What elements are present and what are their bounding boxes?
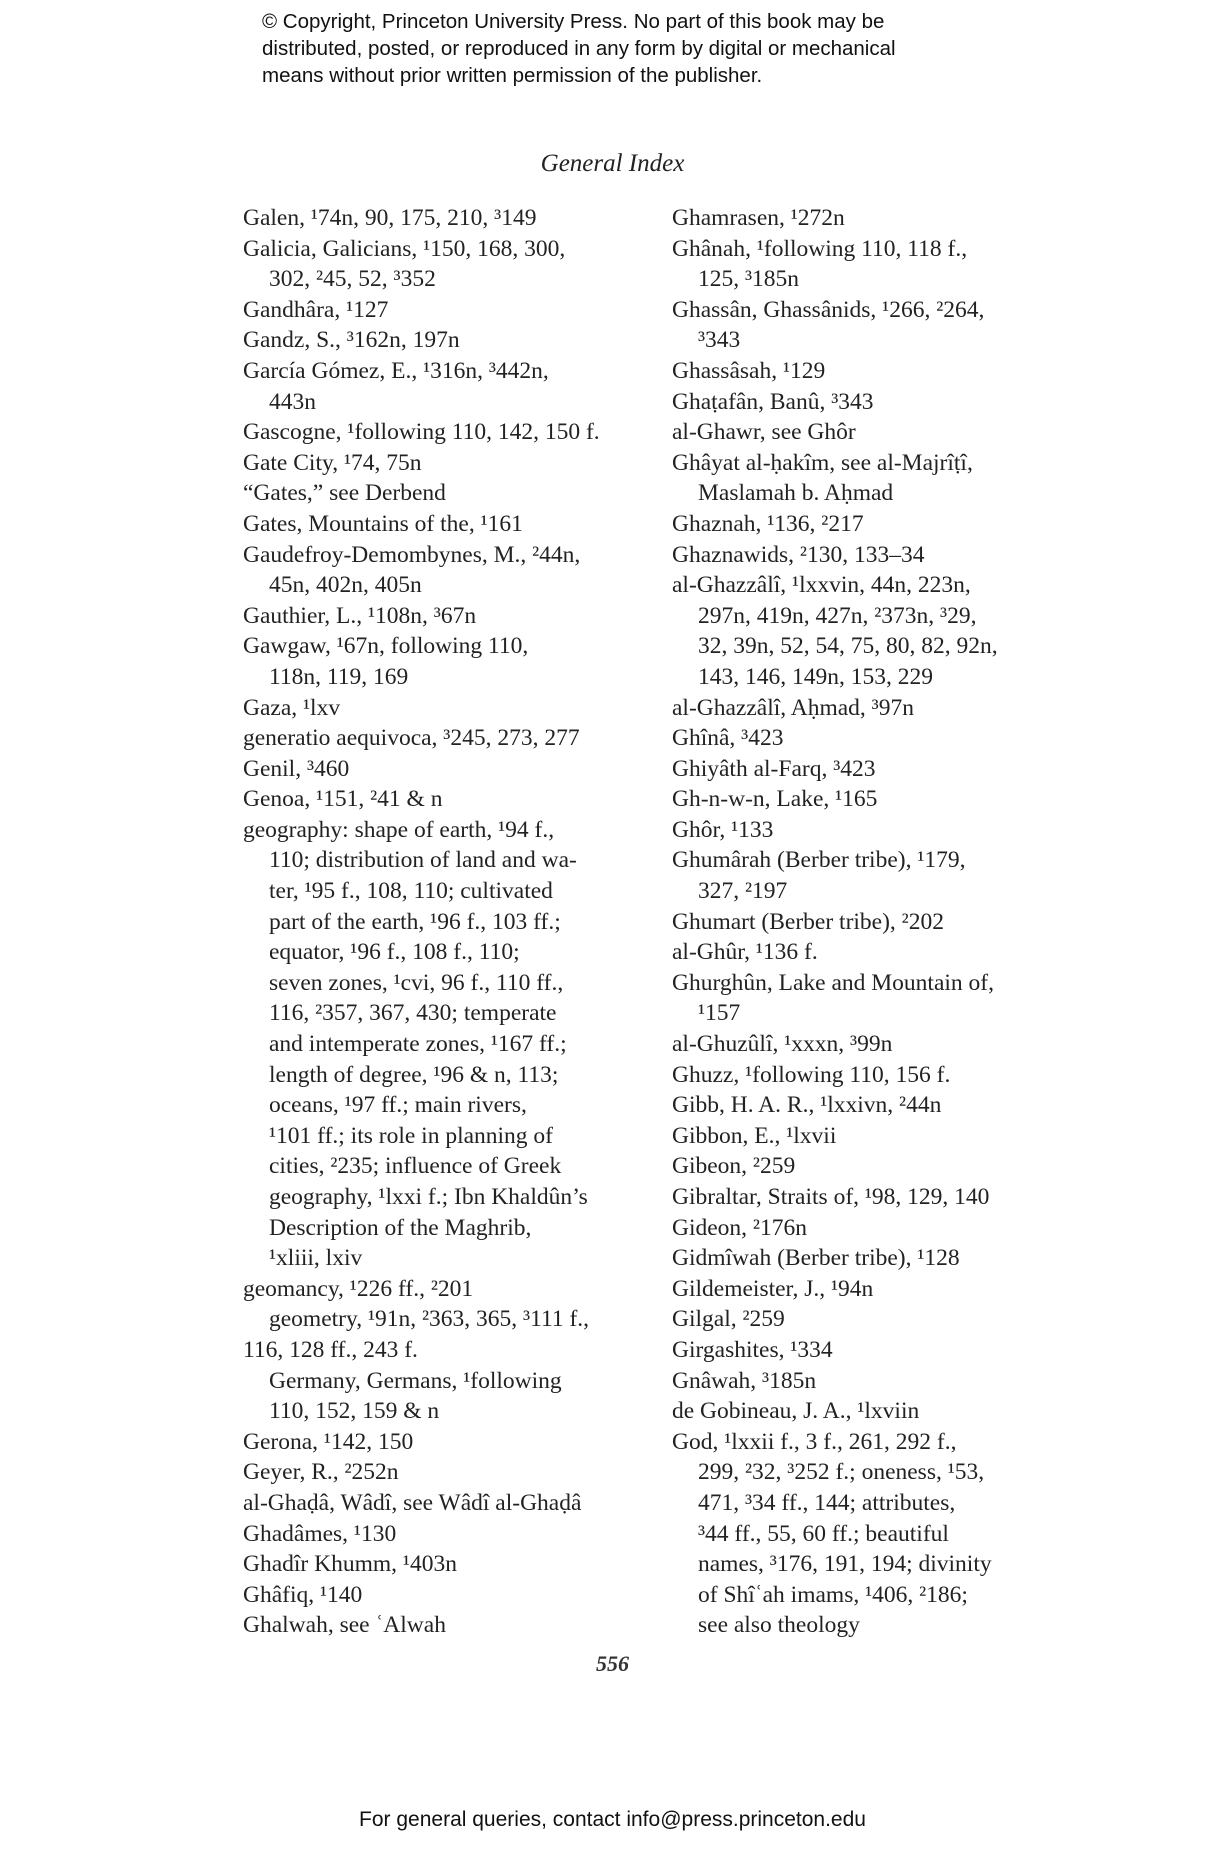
- index-entry-line: 302, ²45, 52, ³352: [269, 266, 436, 293]
- index-entry-line: Ghurghûn, Lake and Mountain of,: [672, 969, 994, 996]
- index-entry-line: Genoa, ¹151, ²41 & n: [243, 786, 443, 813]
- index-entry-line: Ghumârah (Berber tribe), ¹179,: [672, 847, 966, 874]
- index-entry-line: oceans, ¹97 ff.; main rivers,: [269, 1092, 527, 1119]
- index-entry-line: Gauthier, L., ¹108n, ³67n: [243, 602, 477, 629]
- index-entry-line: Ghânah, ¹following 110, 118 f.,: [672, 235, 968, 262]
- index-entry-line: geography, ¹lxxi f.; Ibn Khaldûn’s: [269, 1184, 588, 1210]
- index-entry-line: Gilgal, ²259: [672, 1306, 785, 1333]
- index-entry-line: Ghuzz, ¹following 110, 156 f.: [672, 1061, 951, 1088]
- index-entry-line: Ghaṭafân, Banû, ³343: [672, 388, 874, 415]
- copyright-line: distributed, posted, or reproduced in any form by digital or mechanical: [262, 37, 896, 60]
- index-entry-line: geometry, ¹91n, ²363, 365, ³111 f.,: [269, 1306, 590, 1333]
- index-entry-line: ³44 ff., 55, 60 ff.; beautiful: [698, 1520, 949, 1547]
- index-entry-line: 45n, 402n, 405n: [269, 572, 422, 599]
- index-entry-line: Ghadâmes, ¹130: [243, 1520, 397, 1547]
- index-entry-line: ¹157: [698, 1000, 741, 1027]
- index-entry-line: Gideon, ²176n: [672, 1214, 807, 1241]
- index-entry-line: al-Ghaḍâ, Wâdî, see Wâdî al-Ghaḍâ: [243, 1489, 582, 1516]
- index-entry-line: al-Ghuzûlî, ¹xxxn, ³99n: [672, 1031, 893, 1058]
- index-entry-line: 143, 146, 149n, 153, 229: [698, 663, 933, 690]
- page-number: 556: [596, 1651, 629, 1676]
- index-entry-line: Ghiyâth al-Farq, ³423: [672, 755, 876, 782]
- index-entry-line: seven zones, ¹cvi, 96 f., 110 ff.,: [269, 969, 564, 996]
- copyright-notice: [262, 8, 1022, 89]
- index-entry-line: 443n: [269, 388, 316, 415]
- index-entry-line: al-Ghûr, ¹136 f.: [672, 939, 818, 966]
- index-entry-line: Maslamah b. Aḥmad: [698, 480, 894, 507]
- index-entry-line: Ghumart (Berber tribe), ²202: [672, 908, 944, 935]
- index-entry-line: ¹xliii, lxiv: [269, 1245, 363, 1272]
- footer-contact: For general queries, contact info@press.princeton.edu: [359, 1808, 866, 1831]
- index-entry-line: 116, 128 ff., 243 f.: [243, 1336, 418, 1363]
- index-entry-line: Gaza, ¹lxv: [243, 694, 341, 721]
- index-entry-line: Gerona, ¹142, 150: [243, 1428, 414, 1455]
- index-entry-line: Ghadîr Khumm, ¹403n: [243, 1551, 457, 1578]
- index-entry-line: Gawgaw, ¹67n, following 110,: [243, 633, 529, 660]
- index-entry-line: 299, ²32, ³252 f.; oneness, ¹53,: [698, 1459, 985, 1486]
- index-entry-line: Gibbon, E., ¹lxvii: [672, 1122, 837, 1149]
- index-entry-line: Gildemeister, J., ¹94n: [672, 1275, 874, 1302]
- index-entry-line: 327, ²197: [698, 878, 788, 905]
- index-entry-line: 471, ³34 ff., 144; attributes,: [698, 1489, 956, 1516]
- index-entry-line: Ghassâsah, ¹129: [672, 357, 826, 384]
- index-entry-line: of Shîʿah imams, ¹406, ²186;: [698, 1581, 968, 1608]
- index-entry-line: geomancy, ¹226 ff., ²201: [243, 1275, 474, 1302]
- index-entry-line: 32, 39n, 52, 54, 75, 80, 82, 92n,: [698, 633, 998, 660]
- index-entry-line: ³343: [698, 327, 741, 354]
- index-entry-line: Gibraltar, Straits of, ¹98, 129, 140: [672, 1184, 990, 1210]
- index-entry-line: generatio aequivoca, ³245, 273, 277: [243, 725, 580, 752]
- index-entry-line: al-Ghazzâlî, ¹lxxvin, 44n, 223n,: [672, 572, 971, 599]
- index-entry-line: God, ¹lxxii f., 3 f., 261, 292 f.,: [672, 1428, 957, 1455]
- index-entry-line: part of the earth, ¹96 f., 103 ff.;: [269, 908, 561, 935]
- index-entry-line: Galen, ¹74n, 90, 175, 210, ³149: [243, 205, 537, 231]
- index-entry-line: 110; distribution of land and wa-: [269, 847, 577, 874]
- index-entry-line: ¹101 ff.; its role in planning of: [269, 1122, 554, 1149]
- index-entry-line: Germany, Germans, ¹following: [269, 1367, 562, 1394]
- index-entry-line: Gandhâra, ¹127: [243, 296, 389, 323]
- index-entry-line: 116, ²357, 367, 430; temperate: [269, 1000, 557, 1027]
- index-column-left: [243, 203, 653, 1641]
- index-entry-line: Genil, ³460: [243, 755, 350, 782]
- index-entry-line: Description of the Maghrib,: [269, 1214, 532, 1241]
- index-entry-line: Gate City, ¹74, 75n: [243, 449, 422, 476]
- index-column-right: [672, 203, 1077, 1641]
- index-entry-line: Gibb, H. A. R., ¹lxxivn, ²44n: [672, 1092, 942, 1119]
- index-entry-line: ter, ¹95 f., 108, 110; cultivated: [269, 878, 553, 905]
- index-entry-line: Gnâwah, ³185n: [672, 1367, 817, 1394]
- index-entry-line: Ghamrasen, ¹272n: [672, 205, 845, 231]
- index-entry-line: Ghâyat al-ḥakîm, see al-Majrîṭî,: [672, 449, 973, 476]
- index-entry-line: length of degree, ¹96 & n, 113;: [269, 1061, 559, 1088]
- index-entry-line: names, ³176, 191, 194; divinity: [698, 1551, 992, 1578]
- index-entry-line: and intemperate zones, ¹167 ff.;: [269, 1031, 567, 1058]
- index-entry-line: Galicia, Galicians, ¹150, 168, 300,: [243, 235, 566, 262]
- index-entry-line: Gibeon, ²259: [672, 1153, 796, 1180]
- index-entry-line: Ghaznah, ¹136, ²217: [672, 510, 864, 537]
- index-entry-line: Gandz, S., ³162n, 197n: [243, 327, 460, 354]
- index-entry-line: de Gobineau, J. A., ¹lxviin: [672, 1398, 920, 1425]
- index-entry-line: cities, ²235; influence of Greek: [269, 1153, 562, 1180]
- index-entry-line: García Gómez, E., ¹316n, ³442n,: [243, 357, 549, 384]
- index-entry-line: al-Ghazzâlî, Aḥmad, ³97n: [672, 694, 914, 721]
- index-entry-line: 110, 152, 159 & n: [269, 1398, 440, 1425]
- copyright-line: © Copyright, Princeton University Press. No part of this book may be: [262, 10, 885, 33]
- index-entry-line: Ghâfiq, ¹140: [243, 1581, 363, 1608]
- index-entry-line: 118n, 119, 169: [269, 663, 409, 690]
- index-entry-line: 297n, 419n, 427n, ²373n, ³29,: [698, 602, 977, 629]
- index-entry-line: geography: shape of earth, ¹94 f.,: [243, 816, 555, 843]
- index-entry-line: Gates, Mountains of the, ¹161: [243, 510, 523, 537]
- index-entry-line: Gaudefroy-Demombynes, M., ²44n,: [243, 541, 581, 568]
- index-entry-line: see also theology: [698, 1612, 860, 1639]
- index-entry-line: equator, ¹96 f., 108 f., 110;: [269, 939, 520, 966]
- index-entry-line: 125, ³185n: [698, 266, 800, 293]
- index-entry-line: Ghôr, ¹133: [672, 816, 774, 843]
- index-entry-line: Girgashites, ¹334: [672, 1336, 833, 1363]
- copyright-line: means without prior written permission of the publisher.: [262, 64, 763, 87]
- page-title: General Index: [540, 150, 685, 177]
- index-entry-line: Gascogne, ¹following 110, 142, 150 f.: [243, 419, 600, 446]
- index-entry-line: Geyer, R., ²252n: [243, 1459, 399, 1486]
- index-entry-line: “Gates,” see Derbend: [243, 480, 446, 507]
- index-entry-line: Ghînâ, ³423: [672, 725, 784, 752]
- index-entry-line: Gh-n-w-n, Lake, ¹165: [672, 786, 878, 813]
- index-entry-line: al-Ghawr, see Ghôr: [672, 419, 856, 446]
- index-entry-line: Gidmîwah (Berber tribe), ¹128: [672, 1245, 960, 1272]
- index-entry-line: Ghassân, Ghassânids, ¹266, ²264,: [672, 296, 985, 323]
- index-entry-line: Ghalwah, see ʿAlwah: [243, 1612, 446, 1639]
- index-entry-line: Ghaznawids, ²130, 133–34: [672, 541, 925, 568]
